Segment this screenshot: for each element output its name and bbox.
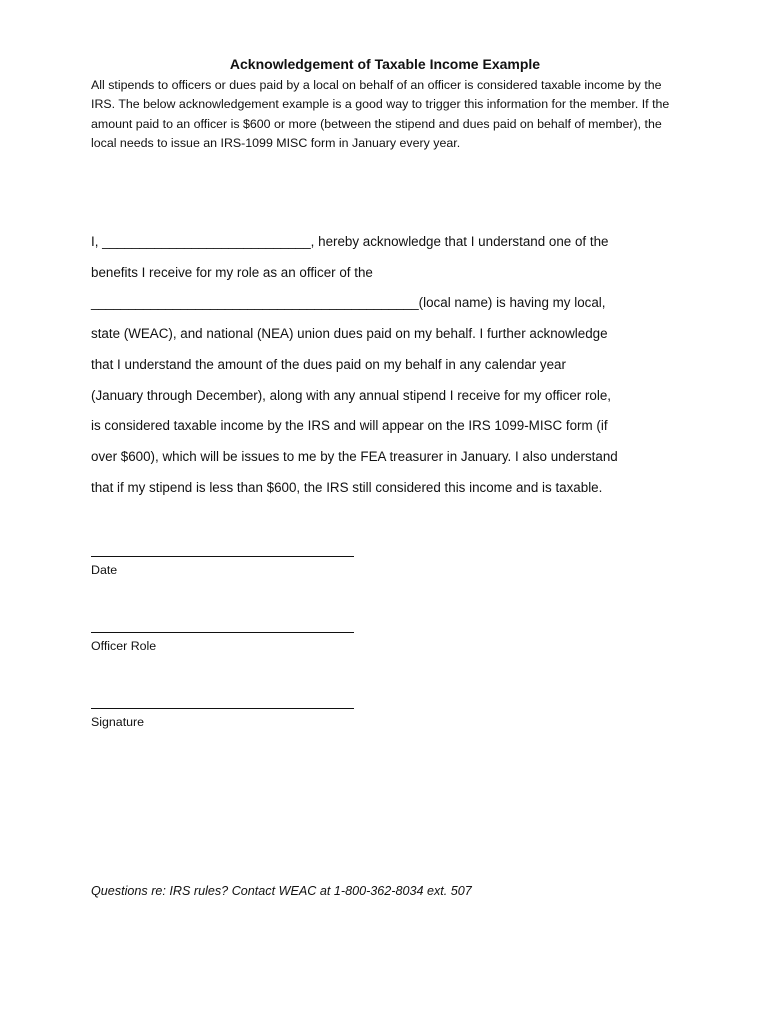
footer-contact-note: Questions re: IRS rules? Contact WEAC at 1-800-362-8034 ext. 507 (91, 884, 472, 898)
date-label: Date (91, 563, 118, 577)
officer-role-label: Officer Role (91, 639, 157, 653)
acknowledgement-line: is considered taxable income by the IRS and will appear on the IRS 1099-MISC form (if (91, 418, 608, 434)
acknowledgement-line: state (WEAC), and national (NEA) union dues paid on my behalf. I further acknowledge (91, 326, 608, 342)
acknowledgement-line: benefits I receive for my role as an officer of the (91, 264, 373, 280)
acknowledgement-line: (January through December), along with any annual stipend I receive for my officer role, (91, 387, 612, 403)
signature-line[interactable] (91, 708, 354, 709)
acknowledgement-line: that if my stipend is less than $600, the IRS still considered this income and is taxable. (91, 479, 603, 495)
date-field[interactable] (91, 556, 354, 579)
acknowledgement-line: over $600), which will be issues to me by the FEA treasurer in January. I also understand (91, 448, 618, 464)
officer-role-signature-line[interactable] (91, 632, 354, 633)
signature-label: Signature (91, 715, 145, 729)
intro-paragraph: All stipends to officers or dues paid by a local on behalf of an officer is considered taxable income by the IRS. The below acknowledgement example is a good way to trigger this information for the member. If the amount paid to an officer is $600 or more (between the stipend and dues paid on behalf of member), the local needs to issue an IRS-1099 MISC form in January every year. (91, 78, 670, 150)
acknowledgement-line: that I understand the amount of the dues paid on my behalf in any calendar year (91, 356, 566, 372)
document-title: Acknowledgement of Taxable Income Example (229, 56, 541, 72)
acknowledgement-line: ____________________________________________(local name) is having my local, (91, 295, 606, 311)
acknowledgement-line: I, ____________________________, hereby acknowledge that I understand one of the (91, 234, 609, 249)
signature-field[interactable] (91, 708, 354, 731)
acknowledgement-paragraph (91, 227, 686, 503)
officer-role-field[interactable] (91, 632, 354, 655)
date-signature-line[interactable] (91, 556, 354, 557)
